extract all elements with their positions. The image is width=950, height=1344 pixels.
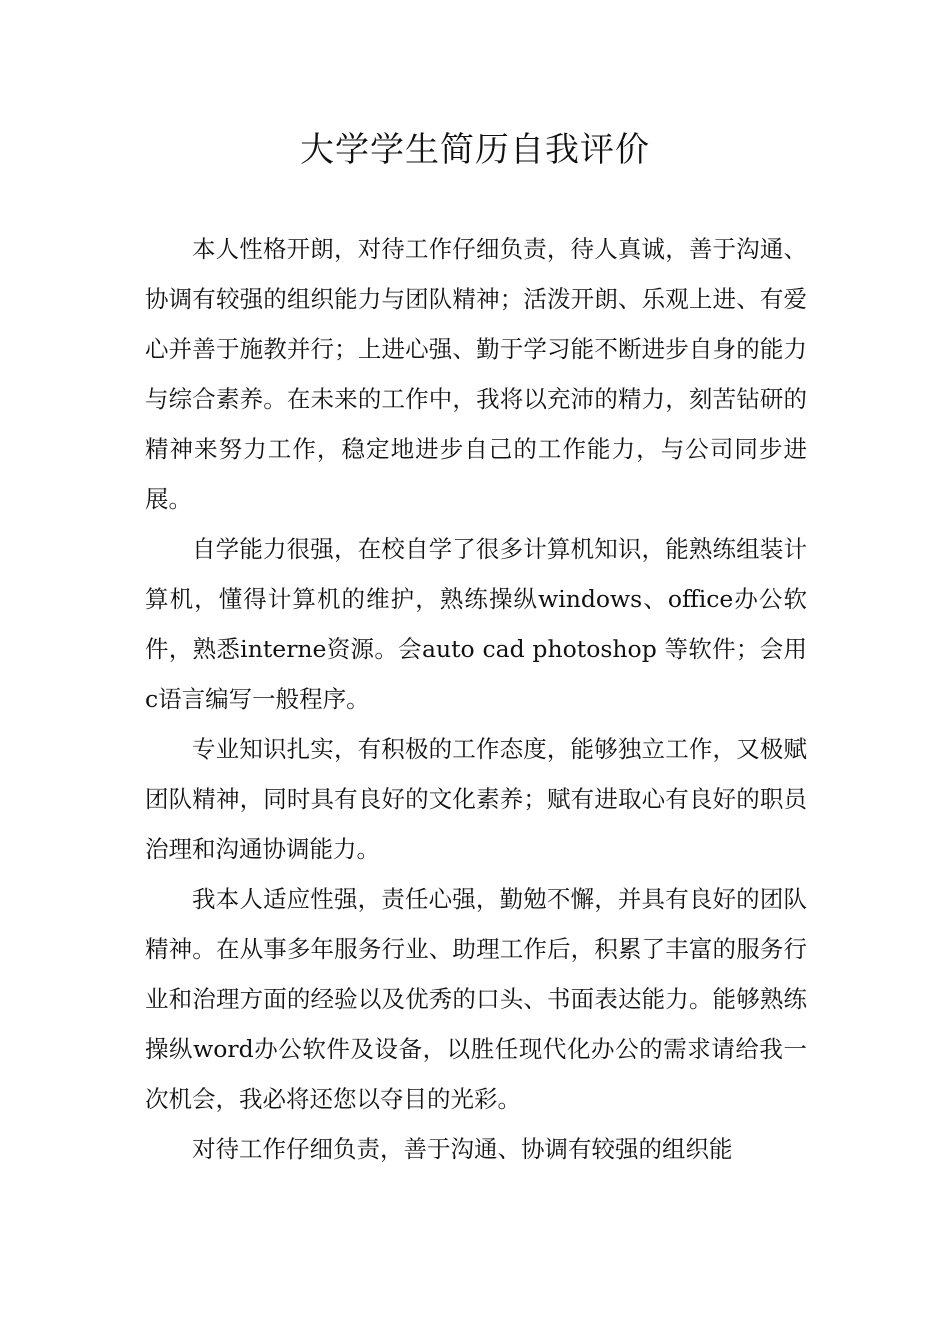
paragraph-3: 专业知识扎实，有积极的工作态度，能够独立工作，又极赋团队精神，同时具有良好的文化素养；赋有进取心有良好的职员治理和沟通协调能力。 [145, 735, 807, 863]
paragraph-5: 对待工作仔细负责，善于沟通、协调有较强的组织能 [192, 1135, 733, 1163]
paragraph-1: 本人性格开朗，对待工作仔细负责，待人真诚，善于沟通、协调有较强的组织能力与团队精神；活泼开朗、乐观上进、有爱心并善于施教并行；上进心强、勤于学习能不断进步自身的能力与综合素养。在未来的工作中，我将以充沛的精力，刻苦钻研的精神来努力工作，稳定地进步自己的工作能力，与公司同步进展。 [145, 235, 807, 513]
document-body [145, 224, 807, 1174]
paragraph-2: 自学能力很强，在校自学了很多计算机知识，能熟练组装计算机，懂得计算机的维护，熟练操纵windows、office办公软件，熟悉interne资源。会auto cad photoshop 等软件；会用c语言编写一般程序。 [145, 535, 807, 713]
page-title: 大学学生简历自我评价 [300, 130, 650, 170]
paragraph-4: 我本人适应性强，责任心强，勤勉不懈，并具有良好的团队精神。在从事多年服务行业、助理工作后，积累了丰富的服务行业和治理方面的经验以及优秀的口头、书面表达能力。能够熟练操纵word办公软件及设备，以胜任现代化办公的需求请给我一次机会，我必将还您以夺目的光彩。 [145, 885, 807, 1113]
